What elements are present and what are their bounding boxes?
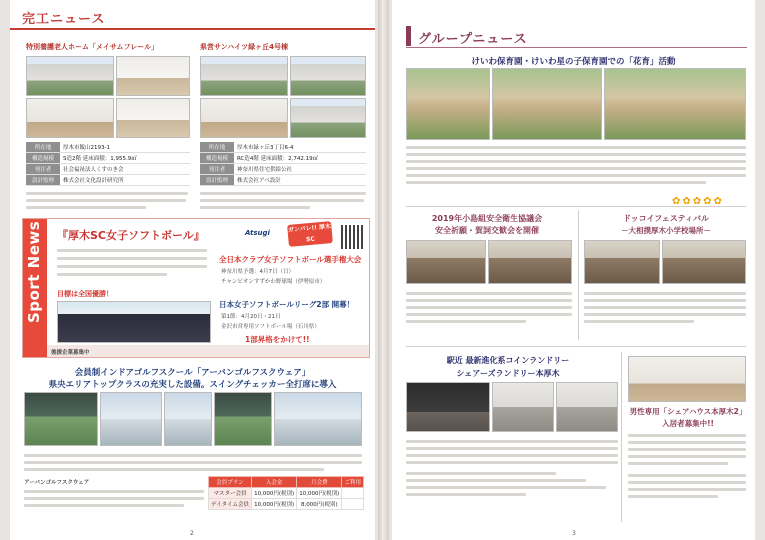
golf-text-line (24, 461, 362, 464)
keiwa-text-line (406, 181, 706, 184)
page-number: 3 (572, 530, 576, 537)
project2-title: 県営サンハイツ緑ヶ丘4号棟 (200, 43, 289, 51)
sport-news-sidebar (23, 219, 47, 357)
keiwa-text-line (406, 146, 746, 149)
project1-spec-table: 所在地 厚木市飯山2193-1 構造規模 S造2階 延床面積：1,955.9㎡ 発注者 社会福祉法人くすのき会 設計監理 株式会社文化設計研究所 (26, 142, 190, 186)
laundry-info-line (406, 472, 556, 475)
qr-code-icon (341, 225, 365, 249)
completion-news-header (10, 4, 375, 30)
laundry-subtitle: シェアーズランドリー本厚木 (456, 369, 560, 378)
project1-text-line (26, 199, 186, 202)
golf-text-line (24, 468, 324, 471)
sport-news-box (22, 218, 370, 358)
safety-council-title: 2019年小島組安全衛生協議会 (431, 214, 543, 223)
sharehouse-text-line (628, 462, 728, 465)
laundry-info-line (406, 486, 606, 489)
sharehouse-info-line (628, 495, 718, 498)
page-number: 2 (190, 530, 194, 537)
golf-subtitle: 県央エリアトップクラスの充実した設備。スイングチェッカー全打席に導入 (48, 380, 337, 390)
dokko-text-line (584, 306, 746, 309)
laundry-photo-storefront (406, 382, 490, 432)
sharehouse-info-line (628, 481, 746, 484)
sport-text-line (57, 257, 207, 260)
golf-address-line (24, 490, 204, 493)
left-page (10, 0, 375, 540)
dokko-text-line (584, 320, 694, 323)
section-divider (406, 346, 746, 347)
project1-photo-lounge (116, 98, 190, 138)
project1-text-line (26, 192, 188, 195)
dokko-text-line (584, 313, 746, 316)
golf-price-table: 会員プラン 入会金 月会費 ご利用 マスター会員 10,000円(税別) 10,000円(税別) デイタイム会員 10,000円(税別) 8,000円(税別) (208, 476, 364, 510)
page-spine (378, 0, 389, 540)
keiwa-photo-3 (604, 68, 746, 140)
tournament2-row: 第1節：4月20日・21日 (221, 314, 281, 320)
golf-address-line (24, 504, 184, 507)
sharehouse-subtitle: 入居者募集中!! (662, 419, 714, 428)
laundry-text-line (406, 461, 618, 464)
team-photo (57, 301, 211, 343)
project2-photo-side (290, 56, 366, 96)
golf-address-line (24, 497, 204, 500)
project2-text-line (200, 192, 366, 195)
group-news-header (392, 26, 755, 48)
right-page (392, 0, 755, 540)
laundry-photo-interior (556, 382, 618, 432)
sharehouse-info-line (628, 474, 746, 477)
dokko-text-line (584, 299, 746, 302)
safety-text-line (406, 320, 526, 323)
keiwa-text-line (406, 160, 746, 163)
dokko-festival-title: ドッコイフェスティバル (623, 214, 709, 223)
sport-text-line (57, 249, 207, 252)
keiwa-text-line (406, 174, 746, 177)
keiwa-text-line (406, 167, 746, 170)
sharehouse-title: 男性専用「シェアハウス本厚木2」 (629, 407, 747, 416)
safety-council-subtitle: 安全祈願・賀詞交歓会を開催 (435, 226, 539, 235)
completion-news-title: 完工ニュース (22, 12, 106, 27)
column-divider (621, 352, 622, 522)
cheer-badge: ガンバレ!! 厚木SC (287, 221, 333, 247)
dokko-text-line (584, 292, 746, 295)
keiwa-photo-1 (406, 68, 490, 140)
project2-photo-entrance (290, 98, 366, 138)
project2-photo-room (200, 98, 288, 138)
project1-photo-room (26, 98, 114, 138)
sharehouse-info-line (628, 488, 746, 491)
golf-photo-lesson (100, 392, 162, 446)
sport-news-label: Sport News (25, 220, 43, 323)
laundry-text-line (406, 447, 618, 450)
golf-text-line (24, 454, 362, 457)
laundry-info-line (406, 479, 586, 482)
tournament1-title: 全日本クラブ女子ソフトボール選手権大会 (219, 255, 362, 264)
sport-goal: 目標は全国優勝！ (57, 290, 113, 298)
project2-spec-table: 所在地 厚木市緑ヶ丘3丁目6-4 構造規模 RC造4階 延床面積：2,742.19㎡ 発注者 神奈川県住宅供給公社 設計監理 株式会社アベ設計 (200, 142, 366, 186)
project1-text-line (26, 206, 146, 209)
sharehouse-text-line (628, 434, 746, 437)
project1-photo-exterior (26, 56, 114, 96)
golf-photo-bays (24, 392, 98, 446)
tournament2-title: 日本女子ソフトボールリーグ2部 開幕！ (219, 300, 355, 309)
safety-text-line (406, 306, 572, 309)
safety-photo-2 (488, 240, 572, 284)
sport-footer (47, 345, 369, 357)
keiwa-text-line (406, 153, 746, 156)
sharehouse-text-line (628, 455, 746, 458)
tournament2-row: 金沢市営専用ソフトボール場（石川県） (221, 324, 320, 330)
golf-photo-checker (214, 392, 272, 446)
golf-photo-monitor (274, 392, 362, 446)
project1-photo-corridor (116, 56, 190, 96)
dokko-photo-1 (584, 240, 660, 284)
keiwa-photo-2 (492, 68, 602, 140)
golf-title: 会員制インドアゴルフスクール「アーバンゴルフスクウェア」 (74, 368, 311, 378)
laundry-photo-machines (492, 382, 554, 432)
golf-footer-name: アーバンゴルフスクウェア (24, 480, 90, 486)
flower-decoration-icon: ✿✿✿✿✿ (672, 196, 724, 207)
section-divider (406, 206, 746, 207)
project2-photo-exterior (200, 56, 288, 96)
laundry-info-line (406, 493, 526, 496)
sport-title: 『厚木SC女子ソフトボール』 (57, 229, 205, 242)
project2-text-line (200, 199, 364, 202)
safety-text-line (406, 313, 572, 316)
keiwa-flower-title: けいわ保育園・けいわ星の子保育園での「花育」活動 (471, 57, 676, 67)
project2-text-line (200, 206, 310, 209)
safety-text-line (406, 292, 572, 295)
dokko-photo-2 (662, 240, 746, 284)
team-logo: Atsugi (245, 229, 270, 237)
tournament1-row: チャンピオンすずかわ野球場（伊勢原市） (221, 279, 326, 285)
sport-text-line (57, 273, 167, 276)
laundry-text-line (406, 454, 618, 457)
dokko-festival-subtitle: －大相撲厚木小学校場所－ (621, 226, 711, 235)
sharehouse-text-line (628, 441, 746, 444)
golf-photo-swing (164, 392, 212, 446)
laundry-text-line (406, 440, 618, 443)
laundry-title: 駅近 最新進化系コインランドリー (446, 356, 570, 365)
safety-photo-1 (406, 240, 486, 284)
tournament1-row: 神奈川県予選：4月7日（日） (221, 269, 294, 275)
group-news-title: グループニュース (418, 32, 528, 47)
sharehouse-text-line (628, 448, 746, 451)
sharehouse-photo (628, 356, 746, 402)
sponsor-notice: 後援企業募集中 (51, 350, 90, 356)
project1-title: 特別養護老人ホーム「メイサムフレール」 (26, 43, 159, 51)
promotion-callout: 1部昇格をかけて!! (245, 335, 310, 344)
safety-text-line (406, 299, 572, 302)
sport-text-line (57, 265, 207, 268)
